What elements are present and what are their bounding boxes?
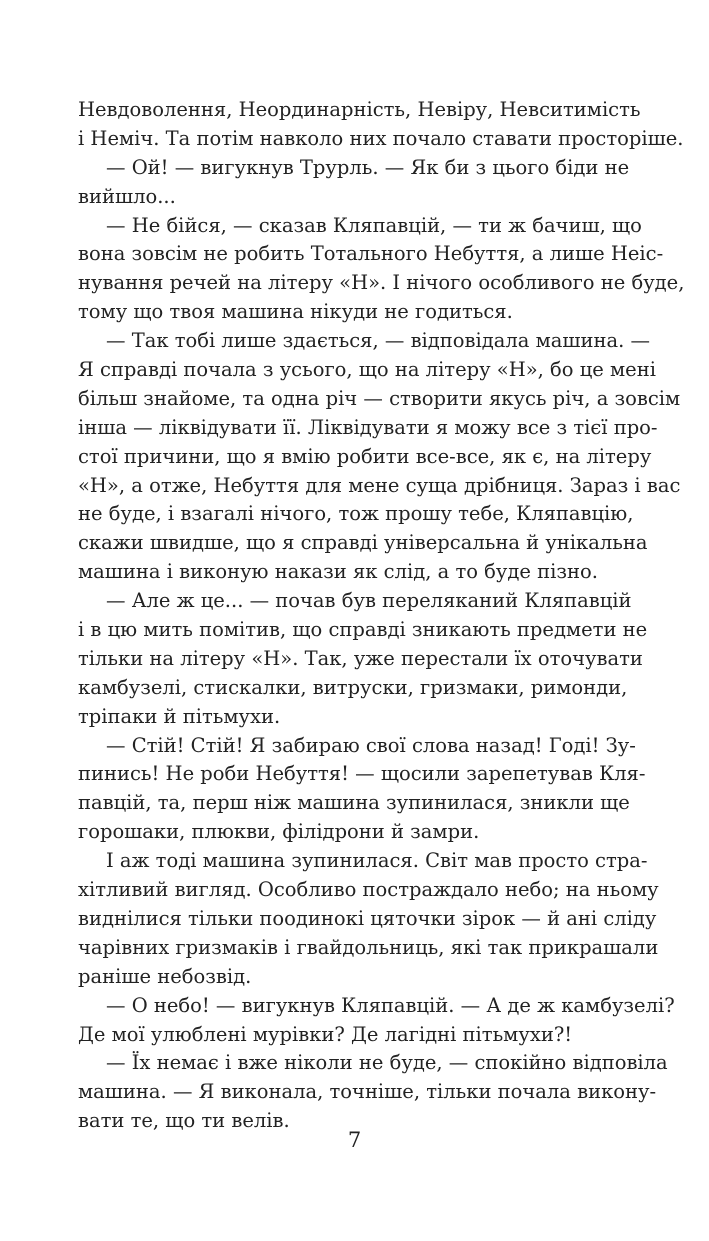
text-line: Де мої улюблені мурівки? Де лагідні пітьмухи?!: [78, 1022, 573, 1046]
text-line: горошаки, плюкви, філідрони й замри.: [78, 820, 480, 844]
text-line: не буде, і взагалі нічого, тож прошу тебе, Кляпавцію,: [78, 502, 634, 526]
text-line: і Неміч. Та потім навколо них почало ставати просторіше.: [78, 126, 684, 150]
text-line: — Стій! Стій! Я забираю свої слова назад! Годі! Зу-: [106, 733, 636, 757]
text-line: і в цю мить помітив, що справді зникають предмети не: [78, 618, 648, 642]
text-line: виднілися тільки поодинокі цяточки зірок — й ані сліду: [78, 906, 657, 930]
text-line: Я справді почала з усього, що на літеру «Н», бо це мені: [78, 358, 656, 382]
text-line: інша — ліквідувати її. Ліквідувати я можу все з тієї про-: [78, 415, 658, 439]
text-line: — Їх немає і вже ніколи не буде, — спокійно відповіла: [106, 1051, 668, 1075]
text-line: — О небо! — вигукнув Кляпавцій. — А де ж камбузелі?: [106, 993, 675, 1017]
text-line: стої причини, що я вмію робити все-все, як є, на літеру: [78, 444, 652, 468]
text-line: Невдоволення, Неординарність, Невіру, Невситимість: [78, 98, 641, 121]
text-line: хітливий вигляд. Особливо постраждало небо; на ньому: [78, 878, 659, 902]
text-line: нування речей на літеру «Н». І нічого особливого не буде,: [78, 271, 685, 295]
text-line: чарівних гризмаків і гвайдольниць, які так прикрашали: [78, 935, 659, 959]
text-line: машина. — Я виконала, точніше, тільки почала викону-: [78, 1080, 657, 1104]
text-line: більш знайоме, та одна річ — створити якусь річ, а зовсім: [78, 386, 681, 410]
text-line: тріпаки й пітьмухи.: [78, 704, 281, 728]
text-line: вона зовсім не робить Тотального Небуття, а лише Неіс-: [78, 242, 664, 266]
text-line: «Н», а отже, Небуття для мене суща дрібниця. Зараз і вас: [78, 473, 681, 497]
text-line: — Але ж це... — почав був переляканий Кляпавцій: [106, 589, 632, 613]
text-line: пинись! Не роби Небуття! — щосили зарепетував Кля-: [78, 762, 646, 786]
text-line: машина і виконую накази як слід, а то буде пізно.: [78, 560, 598, 584]
text-line: І аж тоді машина зупинилася. Світ мав просто стра-: [106, 849, 648, 873]
text-line: скажи швидше, що я справді універсальна й унікальна: [78, 531, 648, 555]
text-line: раніше небозвід.: [78, 964, 252, 988]
text-line: — Ой! — вигукнув Трурль. — Як би з цього біди не: [106, 155, 630, 179]
text-line: павцій, та, перш ніж машина зупинилася, зникли ще: [78, 791, 630, 815]
text-line: вийшло...: [78, 184, 176, 208]
page-body-text: [78, 96, 685, 1136]
text-line: тому що твоя машина нікуди не годиться.: [78, 300, 513, 324]
page-number: 7: [347, 1128, 362, 1152]
text-line: тільки на літеру «Н». Так, уже перестали їх оточувати: [78, 646, 643, 670]
text-line: вати те, що ти велів.: [78, 1109, 290, 1133]
text-line: — Не бійся, — сказав Кляпавцій, — ти ж бачиш, що: [106, 213, 642, 237]
text-line: камбузелі, стискалки, витруски, гризмаки, римонди,: [78, 675, 628, 699]
text-line: — Так тобі лише здається, — відповідала машина. —: [106, 329, 651, 353]
